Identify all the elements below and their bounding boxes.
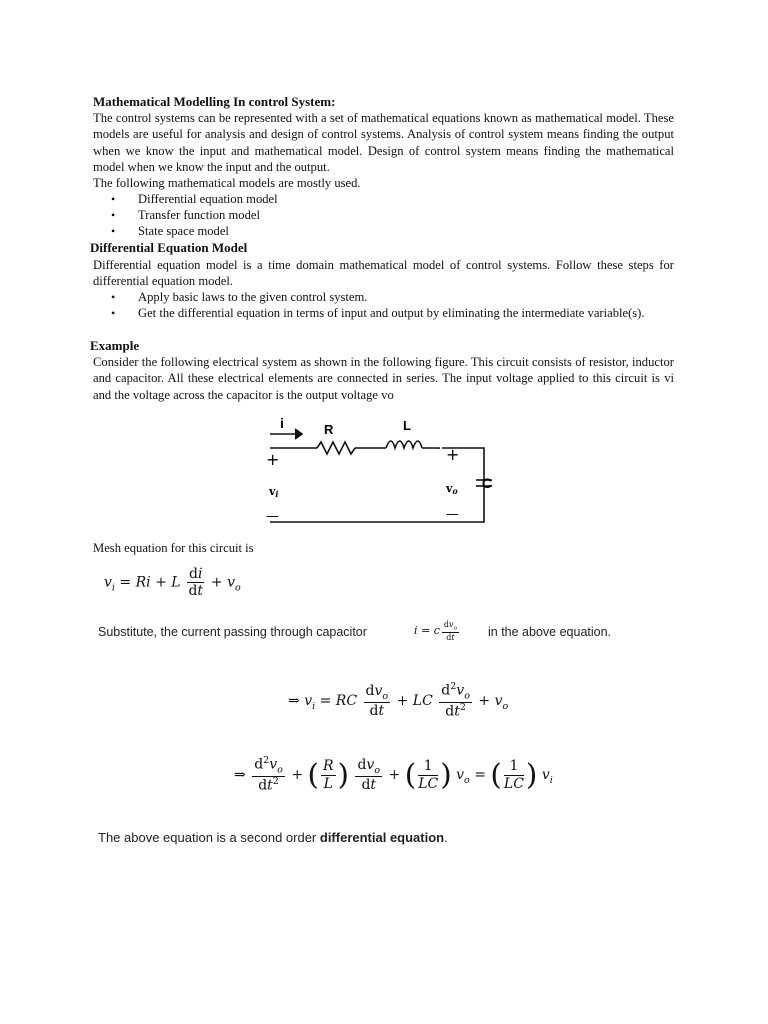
output-voltage-label: vo bbox=[446, 482, 458, 496]
resistor-symbol bbox=[317, 442, 355, 454]
bullet-icon: • bbox=[111, 306, 116, 321]
list-item: • State space model bbox=[111, 224, 229, 239]
steps-list bbox=[111, 289, 673, 321]
input-plus: + bbox=[266, 450, 280, 469]
input-voltage-label: vi bbox=[269, 485, 279, 499]
capacitor-current-equation: i = c $\frac{dv_o}{dt}$ bbox=[414, 620, 457, 642]
bullet-icon: • bbox=[111, 192, 116, 206]
bullet-icon: • bbox=[111, 208, 116, 223]
list-item: • Get the differential equation in terms of input and output by eliminating the intermediate variable(s). bbox=[111, 306, 645, 321]
differential-equation-term: differential equation bbox=[319, 830, 445, 845]
example-heading: Example bbox=[90, 338, 140, 353]
list-item: • Differential equation model bbox=[111, 192, 278, 206]
models-intro: The following mathematical models are mostly used. bbox=[93, 176, 361, 190]
substitute-text-end: in the above equation. bbox=[488, 625, 612, 639]
rlc-circuit-diagram bbox=[262, 412, 492, 527]
bullet-icon: • bbox=[111, 224, 116, 239]
inductor-symbol bbox=[386, 441, 422, 448]
inductor-label: L bbox=[403, 418, 411, 433]
mesh-equation: $v_i = Ri + L$ $\frac{di}{dt}$ + $v_o$ bbox=[104, 566, 241, 600]
second-order-equation-rc-lc: ⇒ $v_i$ = RC $\frac{dv_o}{dt}$ + LC $\frac{d^2v_o}{dt^2}$ + $v_o$ bbox=[288, 681, 509, 721]
second-order-equation-normalized: ⇒ $\frac{d^2v_o}{dt^2}$ + ( $\frac{R}{L}$ ) $\frac{dv_o}{dt}$ + ( $\frac{1}{LC}$ ) $v_o$ = ( $\frac{1}{LC}$ ) $v_i$ bbox=[234, 755, 553, 795]
output-minus: — bbox=[446, 507, 459, 522]
intro-paragraph: The control systems can be represented with a set of mathematical equations known as mathematical model. These models are useful for analysis and design of control systems. Analysis of control system means finding the output when we know the input and mathematical model. Design of control system means finding the mathematical model when we know the input and the output. bbox=[93, 111, 674, 174]
output-plus: + bbox=[446, 445, 460, 464]
mask bbox=[432, 449, 441, 489]
list-item: • Transfer function model bbox=[111, 208, 260, 223]
current-label: i bbox=[280, 415, 284, 431]
differential-model-paragraph: Differential equation model is a time domain mathematical model of control systems. Follow these steps for differential equation model. bbox=[93, 258, 674, 289]
substitute-text: Substitute, the current passing through capacitor bbox=[98, 625, 367, 639]
section-heading-mathematical-modelling: Mathematical Modelling In control System: bbox=[93, 94, 336, 109]
input-minus: — bbox=[266, 509, 279, 524]
resistor-label: R bbox=[324, 422, 334, 437]
example-paragraph: Consider the following electrical system as shown in the following figure. This circuit consists of resistor, inductor and capacitor. All these electrical elements are connected in series. The input voltage applied to this circuit is vi and the voltage across the capacitor is the output voltage vo bbox=[93, 355, 674, 402]
capacitor-label: C bbox=[481, 475, 492, 491]
current-arrow-head bbox=[295, 429, 302, 439]
conclusion-text: The above equation is a second order differential equation. bbox=[98, 830, 448, 845]
models-list bbox=[111, 191, 671, 240]
mesh-equation-text: Mesh equation for this circuit is bbox=[93, 541, 254, 555]
bullet-icon: • bbox=[111, 290, 116, 304]
section-heading-differential-equation-model: Differential Equation Model bbox=[90, 240, 248, 255]
list-item: • Apply basic laws to the given control system. bbox=[111, 290, 368, 304]
